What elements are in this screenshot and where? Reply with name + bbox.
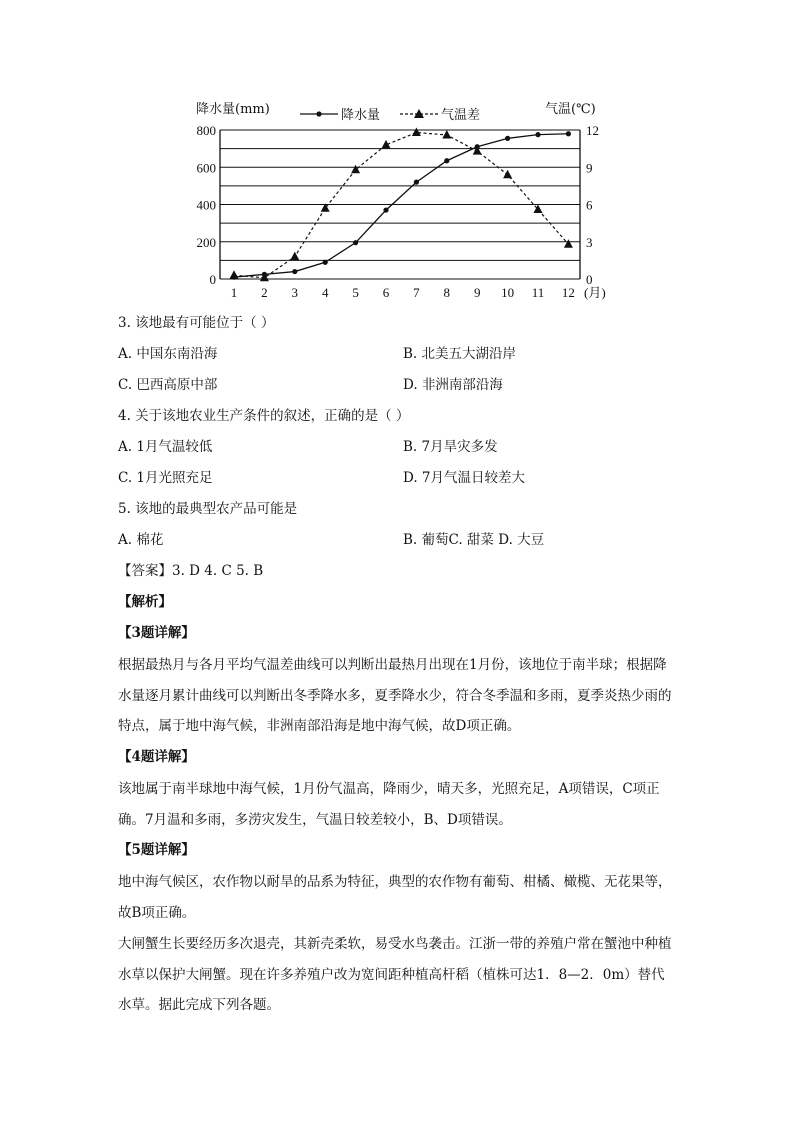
x-tick: 10 — [501, 285, 515, 300]
q3-option-b: B. 北美五大湖沿岸 — [403, 346, 517, 362]
x-tick: 12 — [561, 285, 575, 300]
chart-gridlines — [220, 130, 580, 279]
precip-point — [444, 158, 449, 163]
y-left-tick: 800 — [196, 123, 216, 138]
analysis-heading: 【解析】 — [118, 594, 172, 610]
legend-precip: 降水量 — [341, 108, 381, 123]
q4-option-a: A. 1月气温较低 — [118, 439, 213, 455]
x-tick: 6 — [382, 285, 390, 300]
detail-5-title: 【5题详解】 — [118, 842, 195, 858]
y-left-ticks — [197, 123, 217, 287]
y-left-tick: 200 — [196, 234, 216, 250]
series-precip — [231, 131, 571, 280]
x-tick: 1 — [230, 285, 238, 300]
precip-point — [292, 269, 297, 274]
y-right-label: 气温(℃) — [545, 102, 596, 117]
x-unit-label: (月) — [584, 285, 606, 300]
x-tick: 11 — [531, 285, 545, 300]
y-left-tick: 0 — [209, 272, 216, 287]
y-right-tick: 0 — [586, 272, 593, 287]
temp-point — [412, 127, 421, 136]
y-right-ticks — [586, 123, 599, 287]
detail-3-text: 根据最热月与各月平均气温差曲线可以判断出最热月出现在1月份，该地位于南半球；根据降水量逐月累计曲线可以判断出冬季降水多，夏季降水少，符合冬季温和多雨，夏季炎热少雨的特点，属于地中海气候，非洲南部沿海是地中海气候，故D项正确。 — [118, 657, 672, 734]
temp-point — [503, 170, 512, 179]
x-ticks — [231, 285, 575, 300]
next-question-intro: 大闸蟹生长要经历多次退壳，其新壳柔软，易受水鸟袭击。江浙一带的养殖户常在蟹池中种植水草以保护大闸蟹。现在许多养殖户改为宽间距种植高杆稻（植株可达1．8—2．0m）替代水草。据此完成下列各题。 — [118, 936, 672, 1013]
precip-point — [383, 207, 388, 212]
q5-option-a: A. 棉花 — [118, 532, 164, 548]
q3-option-c: C. 巴西高原中部 — [118, 377, 218, 393]
q5-stem: 5. 该地的最典型农产品可能是 — [118, 501, 298, 517]
precip-line — [234, 134, 568, 277]
y-right-tick: 6 — [586, 197, 593, 213]
y-left-label: 降水量(mm) — [196, 102, 270, 117]
temp-point — [290, 252, 299, 261]
x-tick: 8 — [443, 285, 451, 300]
x-tick: 5 — [352, 285, 359, 300]
precip-point — [505, 136, 510, 141]
chart-legend — [300, 107, 480, 123]
x-tick: 3 — [291, 285, 299, 300]
temp-point — [351, 165, 360, 174]
x-tick: 2 — [261, 285, 268, 300]
detail-4-text: 该地属于南半球地中海气候，1月份气温高，降雨少，晴天多，光照充足，A项错误，C项正确。7月温和多雨，多涝灾发生，气温日较差较小，B、D项错误。 — [118, 781, 660, 828]
y-right-tick: 12 — [586, 123, 599, 138]
q4-option-d: D. 7月气温日较差大 — [403, 470, 526, 486]
q4-option-c: C. 1月光照充足 — [118, 470, 213, 486]
legend-temp: 气温差 — [441, 108, 481, 123]
y-right-tick: 9 — [586, 160, 593, 176]
q3-option-a: A. 中国东南沿海 — [118, 346, 218, 362]
temp-point — [473, 146, 482, 155]
detail-5-text: 地中海气候区，农作物以耐旱的品系为特征，典型的农作物有葡萄、柑橘、橄榄、无花果等，故B项正确。 — [118, 874, 672, 921]
answer-line: 【答案】3. D 4. C 5. B — [118, 563, 264, 579]
precip-point — [414, 180, 419, 185]
q4-option-b: B. 7月旱灾多发 — [403, 439, 498, 455]
temp-line — [234, 132, 568, 277]
temp-point — [442, 130, 451, 139]
precip-point — [566, 131, 571, 136]
precip-point — [323, 260, 328, 265]
x-tick: 4 — [321, 285, 329, 300]
q3-stem: 3. 该地最有可能位于（ ） — [118, 315, 275, 331]
y-left-tick: 600 — [196, 160, 216, 176]
q5-option-b: B. 葡萄C. 甜菜 D. 大豆 — [403, 532, 545, 548]
y-left-tick: 400 — [196, 197, 216, 213]
climate-chart — [190, 95, 610, 307]
precip-point — [353, 240, 358, 245]
temp-point — [230, 270, 239, 279]
q4-stem: 4. 关于该地农业生产条件的叙述，正确的是（ ） — [118, 408, 410, 424]
detail-3-title: 【3题详解】 — [118, 625, 195, 641]
q3-option-d: D. 非洲南部沿海 — [403, 377, 503, 393]
precip-point — [535, 132, 540, 137]
x-tick: 9 — [473, 285, 481, 300]
y-right-tick: 3 — [586, 234, 593, 250]
x-tick: 7 — [413, 285, 420, 300]
detail-4-title: 【4题详解】 — [118, 749, 195, 765]
